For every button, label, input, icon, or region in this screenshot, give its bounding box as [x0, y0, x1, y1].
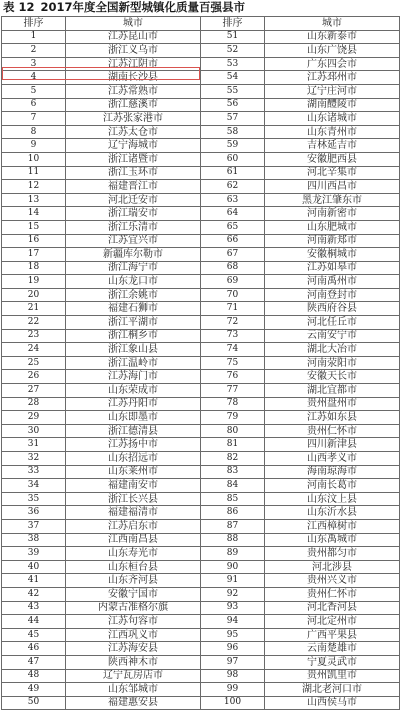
rank-cell-left: 21: [2, 302, 66, 316]
city-cell-right: 云南安宁市: [265, 329, 400, 343]
rank-cell-left: 2: [2, 44, 66, 58]
rank-cell-left: 19: [2, 275, 66, 289]
city-cell-right: 河南新密市: [265, 207, 400, 221]
table-row: [2, 139, 400, 153]
city-cell-right: 河北定州市: [265, 615, 400, 629]
rank-cell-right: 53: [201, 57, 265, 71]
rank-cell-right: 99: [201, 683, 265, 697]
rank-cell-left: 23: [2, 329, 66, 343]
rank-cell-left: 46: [2, 642, 66, 656]
city-cell-right: 贵州盘州市: [265, 397, 400, 411]
city-cell-left: 辽宁海城市: [66, 139, 201, 153]
city-cell-right: 四川西昌市: [265, 180, 400, 194]
table-row: [2, 519, 400, 533]
rank-cell-right: 90: [201, 560, 265, 574]
city-cell-right: 贵州凯里市: [265, 669, 400, 683]
rank-cell-right: 77: [201, 384, 265, 398]
table-row: [2, 506, 400, 520]
city-cell-right: 江苏如东县: [265, 411, 400, 425]
rank-cell-left: 37: [2, 519, 66, 533]
city-cell-left: 山东邹城市: [66, 683, 201, 697]
rank-cell-left: 16: [2, 234, 66, 248]
city-cell-right: 宁夏灵武市: [265, 655, 400, 669]
table-row: [2, 615, 400, 629]
rank-cell-right: 96: [201, 642, 265, 656]
rank-cell-right: 51: [201, 30, 265, 44]
city-cell-left: 山东寿光市: [66, 547, 201, 561]
rank-cell-left: 30: [2, 424, 66, 438]
city-cell-left: 湖南长沙县: [66, 71, 201, 85]
rank-header-right: 排序: [201, 17, 265, 31]
city-cell-right: 云南楚雄市: [265, 642, 400, 656]
city-cell-left: 浙江诸暨市: [66, 152, 201, 166]
city-cell-left: 江苏太仓市: [66, 125, 201, 139]
city-cell-left: 辽宁瓦房店市: [66, 669, 201, 683]
rank-cell-left: 22: [2, 316, 66, 330]
city-cell-right: 山东肥城市: [265, 220, 400, 234]
rank-cell-left: 25: [2, 356, 66, 370]
rank-cell-right: 83: [201, 465, 265, 479]
city-cell-right: 江苏如皋市: [265, 261, 400, 275]
header-row: [2, 17, 400, 31]
table-row: [2, 384, 400, 398]
table-row: [2, 628, 400, 642]
rank-cell-right: 64: [201, 207, 265, 221]
table-row: [2, 397, 400, 411]
city-cell-right: 山西孝义市: [265, 452, 400, 466]
city-cell-left: 山东荣成市: [66, 384, 201, 398]
table-row: [2, 329, 400, 343]
city-cell-right: 河北香河县: [265, 601, 400, 615]
rank-cell-left: 43: [2, 601, 66, 615]
table-row: [2, 234, 400, 248]
rank-cell-left: 28: [2, 397, 66, 411]
table-row: [2, 288, 400, 302]
city-cell-left: 浙江德清县: [66, 424, 201, 438]
city-cell-left: 江苏常熟市: [66, 84, 201, 98]
city-cell-left: 山东齐河县: [66, 574, 201, 588]
rank-cell-right: 84: [201, 479, 265, 493]
table-row: [2, 316, 400, 330]
table-title: [0, 0, 400, 15]
city-cell-left: 内蒙古准格尔旗: [66, 601, 201, 615]
rank-cell-left: 29: [2, 411, 66, 425]
table-number: 表 12: [3, 0, 35, 14]
city-cell-right: 山西侯马市: [265, 696, 400, 710]
city-cell-left: 浙江象山县: [66, 343, 201, 357]
city-cell-left: 江西南昌县: [66, 533, 201, 547]
rank-cell-left: 3: [2, 57, 66, 71]
rank-cell-left: 35: [2, 492, 66, 506]
table-row: [2, 424, 400, 438]
city-cell-right: 河北涉县: [265, 560, 400, 574]
table-row: [2, 574, 400, 588]
rank-cell-right: 82: [201, 452, 265, 466]
city-cell-left: 浙江海宁市: [66, 261, 201, 275]
city-cell-left: 陕西神木市: [66, 655, 201, 669]
rank-cell-left: 31: [2, 438, 66, 452]
city-cell-left: 安徽宁国市: [66, 587, 201, 601]
city-cell-left: 江苏宜兴市: [66, 234, 201, 248]
city-cell-right: 陕西府谷县: [265, 302, 400, 316]
table-row: [2, 696, 400, 710]
city-cell-left: 福建福清市: [66, 506, 201, 520]
city-cell-left: 江苏启东市: [66, 519, 201, 533]
city-cell-right: 山东诸城市: [265, 112, 400, 126]
city-cell-right: 河南禹州市: [265, 275, 400, 289]
rank-cell-right: 52: [201, 44, 265, 58]
rank-cell-right: 86: [201, 506, 265, 520]
city-cell-left: 江西巩义市: [66, 628, 201, 642]
city-cell-left: 浙江余姚市: [66, 288, 201, 302]
rank-cell-left: 18: [2, 261, 66, 275]
rank-cell-left: 33: [2, 465, 66, 479]
city-cell-right: 贵州都匀市: [265, 547, 400, 561]
table-row: [2, 343, 400, 357]
table-row: [2, 193, 400, 207]
table-row: [2, 411, 400, 425]
table-row: [2, 44, 400, 58]
rank-cell-left: 26: [2, 370, 66, 384]
rank-cell-left: 11: [2, 166, 66, 180]
rank-cell-right: 71: [201, 302, 265, 316]
city-cell-right: 贵州仁怀市: [265, 587, 400, 601]
city-cell-right: 贵州仁怀市: [265, 424, 400, 438]
table-row: [2, 655, 400, 669]
city-cell-left: 浙江平湖市: [66, 316, 201, 330]
city-cell-right: 湖北老河口市: [265, 683, 400, 697]
rank-cell-left: 42: [2, 587, 66, 601]
table-row: [2, 479, 400, 493]
city-cell-right: 河北任丘市: [265, 316, 400, 330]
city-cell-right: 黑龙江肇东市: [265, 193, 400, 207]
rank-cell-left: 6: [2, 98, 66, 112]
rank-cell-right: 92: [201, 587, 265, 601]
city-cell-right: 湖北大冶市: [265, 343, 400, 357]
rank-cell-right: 60: [201, 152, 265, 166]
city-cell-left: 浙江乐清市: [66, 220, 201, 234]
city-cell-right: 河南新郑市: [265, 234, 400, 248]
rank-cell-left: 4: [2, 71, 66, 85]
rank-cell-right: 85: [201, 492, 265, 506]
table-body: [2, 30, 400, 710]
table-row: [2, 220, 400, 234]
rank-cell-left: 47: [2, 655, 66, 669]
city-cell-right: 湖北宜都市: [265, 384, 400, 398]
table-row: [2, 587, 400, 601]
city-header-left: 城市: [66, 17, 201, 31]
rank-cell-right: 68: [201, 261, 265, 275]
city-cell-left: 江苏江阴市: [66, 57, 201, 71]
city-cell-left: 福建南安市: [66, 479, 201, 493]
table-row: [2, 57, 400, 71]
table-row: [2, 84, 400, 98]
rank-cell-right: 58: [201, 125, 265, 139]
rank-cell-right: 54: [201, 71, 265, 85]
rank-cell-right: 63: [201, 193, 265, 207]
table-row: [2, 560, 400, 574]
rank-cell-right: 89: [201, 547, 265, 561]
table-row: [2, 112, 400, 126]
rank-cell-left: 45: [2, 628, 66, 642]
rank-cell-right: 74: [201, 343, 265, 357]
city-cell-left: 山东龙口市: [66, 275, 201, 289]
city-cell-left: 福建惠安县: [66, 696, 201, 710]
city-cell-right: 山东青州市: [265, 125, 400, 139]
city-cell-left: 浙江温岭市: [66, 356, 201, 370]
rank-cell-right: 66: [201, 234, 265, 248]
table-row: [2, 438, 400, 452]
rank-cell-right: 67: [201, 248, 265, 262]
rank-cell-left: 8: [2, 125, 66, 139]
rank-header-left: 排序: [2, 17, 66, 31]
rank-cell-right: 65: [201, 220, 265, 234]
rank-cell-left: 13: [2, 193, 66, 207]
city-cell-left: 浙江桐乡市: [66, 329, 201, 343]
rank-cell-right: 93: [201, 601, 265, 615]
city-cell-left: 江苏海安县: [66, 642, 201, 656]
city-cell-left: 福建晋江市: [66, 180, 201, 194]
city-cell-left: 江苏丹阳市: [66, 397, 201, 411]
city-cell-right: 江西樟树市: [265, 519, 400, 533]
rank-cell-right: 70: [201, 288, 265, 302]
rank-cell-right: 80: [201, 424, 265, 438]
city-cell-right: 安徽桐城市: [265, 248, 400, 262]
city-cell-right: 安徽天长市: [265, 370, 400, 384]
table-row: [2, 71, 400, 85]
city-cell-right: 河北辛集市: [265, 166, 400, 180]
city-cell-left: 江苏张家港市: [66, 112, 201, 126]
rank-cell-left: 49: [2, 683, 66, 697]
city-cell-left: 浙江玉环市: [66, 166, 201, 180]
table-row: [2, 152, 400, 166]
rank-cell-right: 95: [201, 628, 265, 642]
rank-cell-right: 88: [201, 533, 265, 547]
rank-cell-right: 61: [201, 166, 265, 180]
rank-cell-right: 56: [201, 98, 265, 112]
rank-cell-left: 38: [2, 533, 66, 547]
rank-cell-left: 14: [2, 207, 66, 221]
table-row: [2, 125, 400, 139]
city-cell-left: 新疆库尔勒市: [66, 248, 201, 262]
city-cell-left: 浙江瑞安市: [66, 207, 201, 221]
rank-cell-left: 5: [2, 84, 66, 98]
table-row: [2, 180, 400, 194]
rank-cell-right: 55: [201, 84, 265, 98]
table-row: [2, 452, 400, 466]
rank-cell-left: 48: [2, 669, 66, 683]
city-cell-left: 河北迁安市: [66, 193, 201, 207]
city-cell-left: 福建石狮市: [66, 302, 201, 316]
city-cell-right: 山东禹城市: [265, 533, 400, 547]
rank-cell-left: 32: [2, 452, 66, 466]
city-cell-left: 江苏扬中市: [66, 438, 201, 452]
table-row: [2, 547, 400, 561]
rank-cell-right: 87: [201, 519, 265, 533]
rank-cell-right: 94: [201, 615, 265, 629]
city-cell-right: 安徽肥西县: [265, 152, 400, 166]
rank-cell-right: 78: [201, 397, 265, 411]
rank-cell-left: 17: [2, 248, 66, 262]
rank-cell-right: 91: [201, 574, 265, 588]
table-row: [2, 261, 400, 275]
city-cell-right: 河南荥阳市: [265, 356, 400, 370]
table-row: [2, 465, 400, 479]
table-row: [2, 683, 400, 697]
city-cell-left: 江苏海门市: [66, 370, 201, 384]
rank-cell-right: 76: [201, 370, 265, 384]
table-row: [2, 370, 400, 384]
table-row: [2, 601, 400, 615]
rank-cell-left: 50: [2, 696, 66, 710]
ranking-table: [1, 16, 400, 710]
city-cell-left: 山东即墨市: [66, 411, 201, 425]
rank-cell-left: 36: [2, 506, 66, 520]
city-cell-left: 山东桓台县: [66, 560, 201, 574]
city-cell-right: 贵州兴义市: [265, 574, 400, 588]
rank-cell-left: 12: [2, 180, 66, 194]
city-cell-right: 四川新津县: [265, 438, 400, 452]
table-title-text: 2017年度全国新型城镇化质量百强县市: [40, 0, 246, 14]
rank-cell-right: 59: [201, 139, 265, 153]
rank-cell-right: 97: [201, 655, 265, 669]
rank-cell-right: 75: [201, 356, 265, 370]
city-cell-right: 河南登封市: [265, 288, 400, 302]
rank-cell-left: 20: [2, 288, 66, 302]
table-row: [2, 356, 400, 370]
rank-cell-left: 44: [2, 615, 66, 629]
table-row: [2, 248, 400, 262]
rank-cell-left: 41: [2, 574, 66, 588]
city-cell-right: 山东沂水县: [265, 506, 400, 520]
rank-cell-left: 7: [2, 112, 66, 126]
city-cell-right: 山东新泰市: [265, 30, 400, 44]
city-cell-left: 浙江慈溪市: [66, 98, 201, 112]
table-row: [2, 98, 400, 112]
rank-cell-right: 62: [201, 180, 265, 194]
rank-cell-left: 40: [2, 560, 66, 574]
table-row: [2, 275, 400, 289]
city-cell-right: 广西平果县: [265, 628, 400, 642]
rank-cell-left: 9: [2, 139, 66, 153]
city-cell-right: 海南琼海市: [265, 465, 400, 479]
rank-cell-right: 98: [201, 669, 265, 683]
city-cell-right: 山东广饶县: [265, 44, 400, 58]
rank-cell-left: 27: [2, 384, 66, 398]
city-cell-left: 浙江长兴县: [66, 492, 201, 506]
rank-cell-left: 10: [2, 152, 66, 166]
table-row: [2, 30, 400, 44]
rank-cell-right: 73: [201, 329, 265, 343]
rank-cell-left: 34: [2, 479, 66, 493]
table-row: [2, 207, 400, 221]
table-row: [2, 492, 400, 506]
rank-cell-left: 1: [2, 30, 66, 44]
rank-cell-left: 39: [2, 547, 66, 561]
rank-cell-right: 57: [201, 112, 265, 126]
city-cell-left: 山东招远市: [66, 452, 201, 466]
city-cell-right: 山东汶上县: [265, 492, 400, 506]
rank-cell-right: 81: [201, 438, 265, 452]
rank-cell-left: 24: [2, 343, 66, 357]
city-cell-left: 江苏昆山市: [66, 30, 201, 44]
table-row: [2, 669, 400, 683]
rank-cell-right: 79: [201, 411, 265, 425]
city-cell-right: 湖南醴陵市: [265, 98, 400, 112]
city-cell-right: 吉林延吉市: [265, 139, 400, 153]
rank-cell-right: 100: [201, 696, 265, 710]
city-cell-right: 河南长葛市: [265, 479, 400, 493]
city-cell-right: 广东四会市: [265, 57, 400, 71]
rank-cell-right: 72: [201, 316, 265, 330]
rank-cell-left: 15: [2, 220, 66, 234]
rank-cell-right: 69: [201, 275, 265, 289]
city-cell-left: 浙江义乌市: [66, 44, 201, 58]
city-header-right: 城市: [265, 17, 400, 31]
table-row: [2, 302, 400, 316]
table-row: [2, 533, 400, 547]
city-cell-left: 山东莱州市: [66, 465, 201, 479]
city-cell-right: 辽宁庄河市: [265, 84, 400, 98]
table-row: [2, 166, 400, 180]
city-cell-right: 江苏邳州市: [265, 71, 400, 85]
table-row: [2, 642, 400, 656]
city-cell-left: 江苏句容市: [66, 615, 201, 629]
